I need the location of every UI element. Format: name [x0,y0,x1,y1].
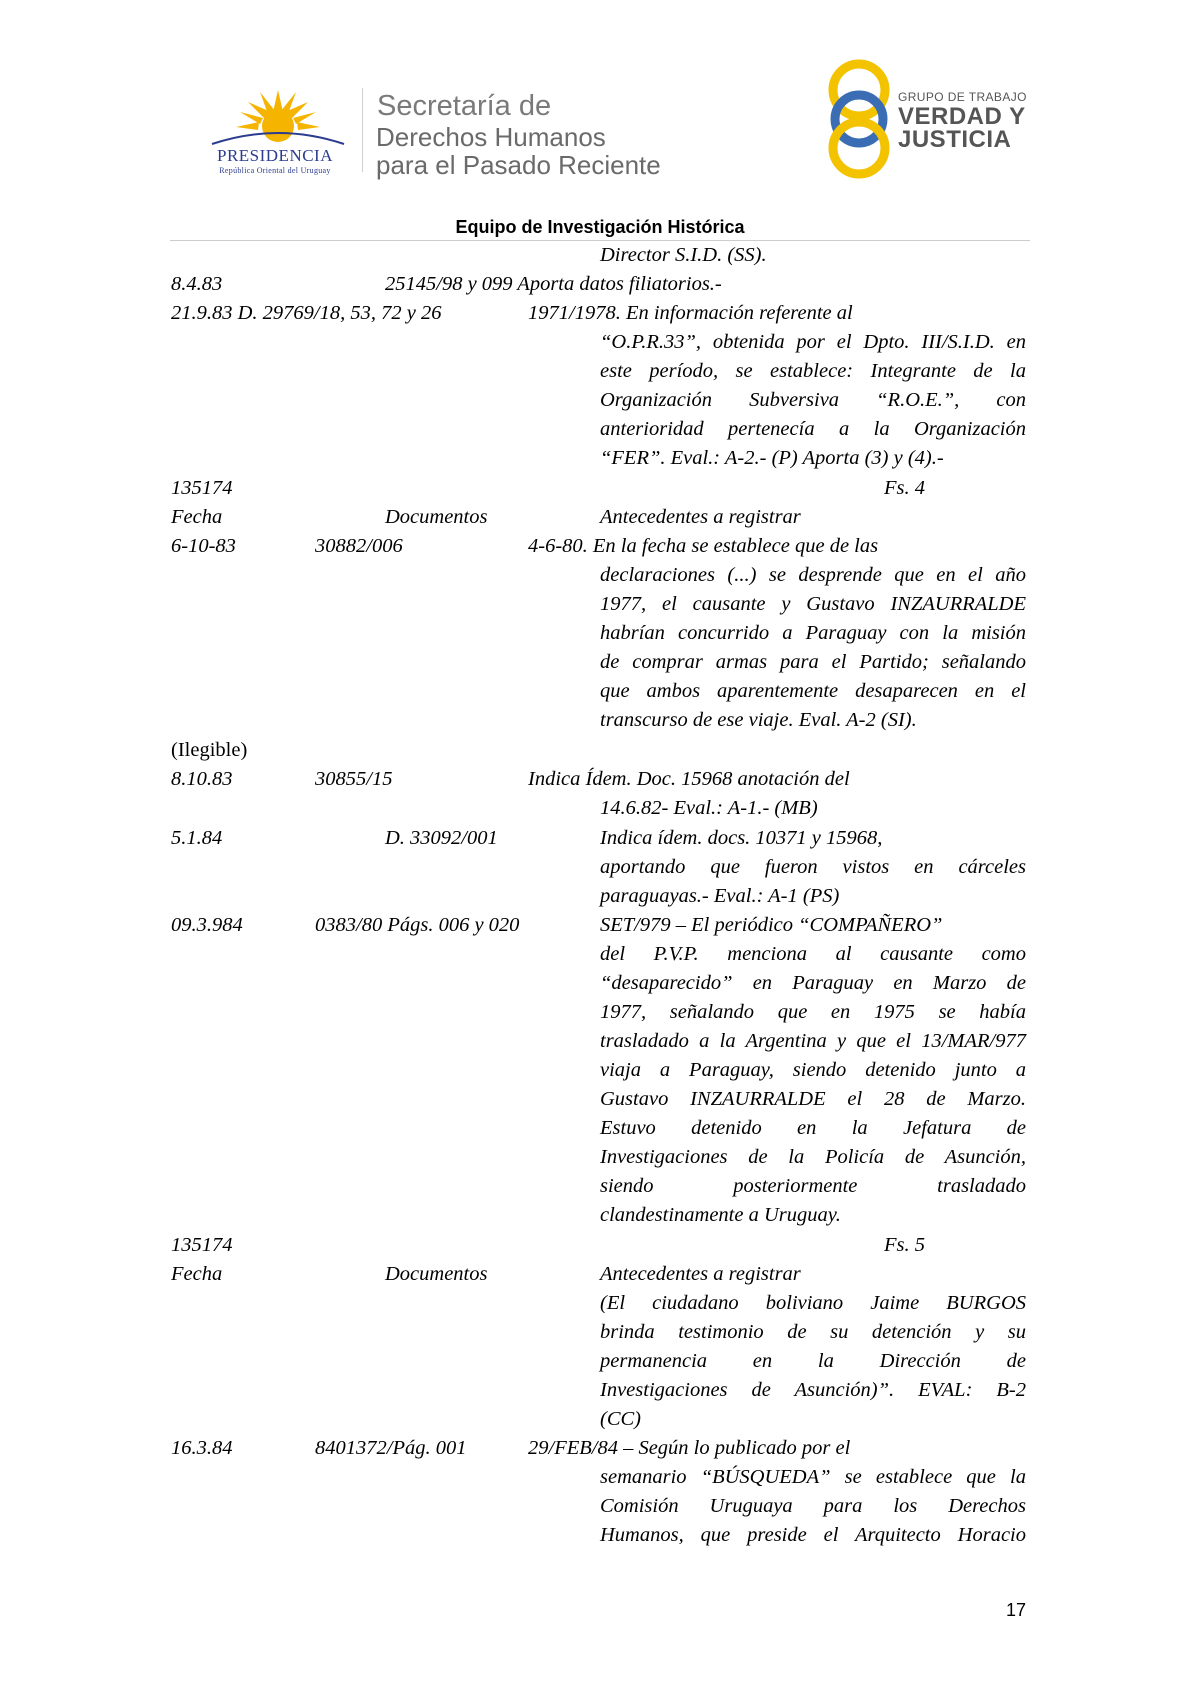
text-line: semanario “BÚSQUEDA” se establece que la [600,1466,1026,1488]
file-number: 135174 [171,477,233,499]
column-header-documentos: Documentos [385,1263,488,1285]
text-line: Humanos, que preside el Arquitecto Horacio [600,1524,1026,1546]
secretaria-line-3: para el Pasado Reciente [376,150,661,180]
text-line: que ambos aparentemente desaparecen en el [600,680,1026,702]
entry-date: 6-10-83 [171,535,236,557]
text-line: permanencia en la Dirección de [600,1350,1026,1372]
entry-doc: 0383/80 Págs. 006 y 020 [315,914,520,936]
entry-text: SET/979 – El periódico “COMPAÑERO” [600,914,943,936]
column-header-antecedentes: Antecedentes a registrar [600,1263,801,1285]
text-line: viaja a Paraguay, siendo detenido junto a [600,1059,1026,1081]
team-title: Equipo de Investigación Histórica [455,217,745,237]
text-line: “O.P.R.33”, obtenida por el Dpto. III/S.I.D. en [600,331,1026,353]
secretaria-line-1: Secretaría de [377,90,552,122]
gvj-line-2: VERDAD Y [898,103,1026,130]
text-line: clandestinamente a Uruguay. [600,1204,841,1226]
text-line: paraguayas.- Eval.: A-1 (PS) [600,885,840,907]
entry-doc: 30882/006 [315,535,403,557]
text-line: (El ciudadano boliviano Jaime BURGOS [600,1292,1026,1314]
text-line: 1977, señalando que en 1975 se había [600,1001,1026,1023]
entry-text: 1971/1978. En información referente al [528,302,853,324]
entry-text: 25145/98 y 099 Aporta datos filiatorios.- [385,273,722,295]
text-line: (CC) [600,1408,641,1430]
entry-doc: D. 33092/001 [385,827,498,849]
text-line: anterioridad pertenecía a la Organización [600,418,1026,440]
column-header-fecha: Fecha [171,506,223,528]
entry-doc: 8401372/Pág. 001 [315,1437,467,1459]
column-header-fecha: Fecha [171,1263,223,1285]
secretaria-line-2: Derechos Humanos [376,122,606,152]
text-line: Gustavo INZAURRALDE el 28 de Marzo. [600,1088,1026,1110]
text-line: “FER”. Eval.: A-2.- (P) Aporta (3) y (4).- [600,447,944,469]
header-divider [362,88,363,172]
text-line: transcurso de ese viaje. Eval. A-2 (SI). [600,709,917,731]
text-line: de comprar armas para el Partido; señalando [600,651,1026,673]
text-line: Investigaciones de Asunción)”. EVAL: B-2 [600,1379,1026,1401]
text-line: habrían concurrido a Paraguay con la misión [600,622,1026,644]
verdad-justicia-rings-logo [823,56,895,182]
text-line: Director S.I.D. (SS). [600,244,767,266]
column-header-antecedentes: Antecedentes a registrar [600,506,801,528]
text-line: aportando que fueron vistos en cárceles [600,856,1026,878]
text-line: Estuvo detenido en la Jefatura de [600,1117,1026,1139]
folio-number: Fs. 4 [884,477,925,499]
text-line: siendo posteriormente trasladado [600,1175,1026,1197]
text-line: este período, se establece: Integrante de la [600,360,1026,382]
text-line: del P.V.P. menciona al causante como [600,943,1026,965]
column-header-documentos: Documentos [385,506,488,528]
entry-text: Indica ídem. docs. 10371 y 15968, [600,827,883,849]
entry-doc: 30855/15 [315,768,393,790]
entry-text: 29/FEB/84 – Según lo publicado por el [528,1437,851,1459]
text-line: 1977, el causante y Gustavo INZAURRALDE [600,593,1026,615]
entry-text: Indica Ídem. Doc. 15968 anotación del [528,768,850,790]
text-line: brinda testimonio de su detención y su [600,1321,1026,1343]
text-line: 14.6.82- Eval.: A-1.- (MB) [600,797,818,819]
presidencia-sublabel: República Oriental del Uruguay [219,166,331,175]
entry-date: 8.4.83 [171,273,223,295]
entry-date: 09.3.984 [171,914,243,936]
text-line: Investigaciones de la Policía de Asunción, [600,1146,1026,1168]
entry-date: 5.1.84 [171,827,223,849]
presidencia-label: PRESIDENCIA [216,146,333,165]
text-line: “desaparecido” en Paraguay en Marzo de [600,972,1026,994]
folio-number: Fs. 5 [884,1234,925,1256]
text-line: trasladado a la Argentina y que el 13/MAR/977 [600,1030,1026,1052]
entry-date: 16.3.84 [171,1437,233,1459]
entry-date-doc: 21.9.83 D. 29769/18, 53, 72 y 26 [171,302,442,324]
entry-text: 4-6-80. En la fecha se establece que de las [528,535,879,557]
page-number: 17 [1006,1600,1027,1620]
file-number: 135174 [171,1234,233,1256]
text-line: declaraciones (...) se desprende que en el año [600,564,1026,586]
gvj-line-1: GRUPO DE TRABAJO [898,90,1027,104]
gvj-line-3: JUSTICIA [898,126,1012,153]
text-line: Comisión Uruguaya para los Derechos [600,1495,1026,1517]
illegible-note: (Ilegible) [171,739,248,761]
text-line: Organización Subversiva “R.O.E.”, con [600,389,1026,411]
entry-date: 8.10.83 [171,768,233,790]
